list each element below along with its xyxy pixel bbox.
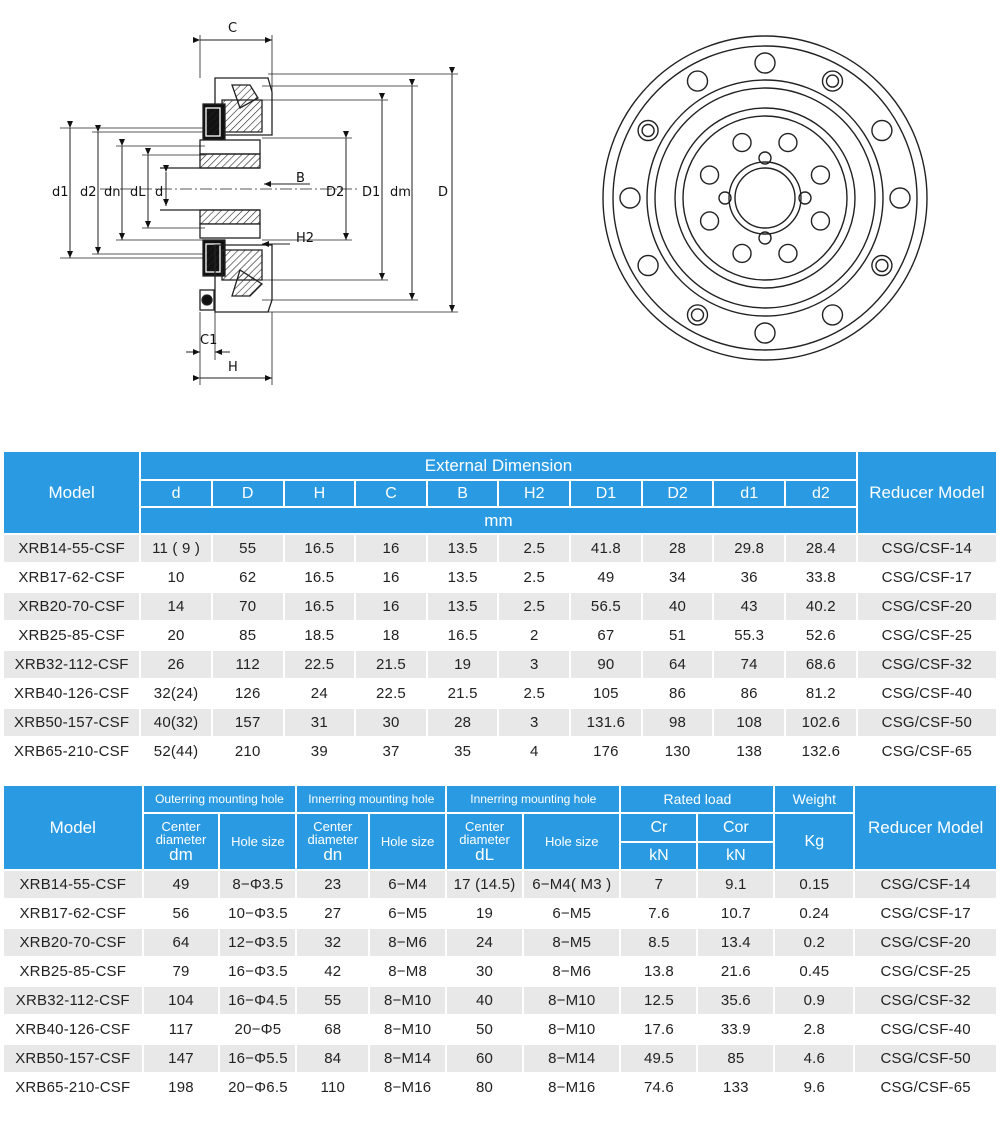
cell-dm: 64 <box>144 929 219 956</box>
outer-mounting-hole <box>638 256 658 276</box>
cell-ohole: 10−Φ3.5 <box>220 900 295 927</box>
label-C1: C1 <box>200 333 218 348</box>
inner-mounting-hole <box>779 244 797 262</box>
cell-cr: 7 <box>621 871 696 898</box>
cell-model: XRB32-112-CSF <box>4 987 142 1014</box>
table-row <box>4 535 996 562</box>
reducer-model-header-2: Reducer Model <box>855 786 996 869</box>
cell-dm: 198 <box>144 1074 219 1101</box>
weight-header: Weight <box>775 786 853 812</box>
column-header-d2: D2 <box>643 481 713 506</box>
cell-d2: 98 <box>643 709 713 736</box>
cell-cor: 133 <box>698 1074 773 1101</box>
dm-center-diameter-header <box>144 814 219 869</box>
cell-cor: 13.4 <box>698 929 773 956</box>
cell-d: 14 <box>141 593 211 620</box>
cell-reducer: CSG/CSF-17 <box>858 564 996 591</box>
table-row <box>4 593 996 620</box>
center-diameter-label: Center diameter <box>459 819 510 847</box>
cell-cr: 7.6 <box>621 900 696 927</box>
cell-d2: 86 <box>643 680 713 707</box>
label-d2: d2 <box>80 185 97 200</box>
label-H2: H2 <box>296 231 315 246</box>
column-header-d2: d2 <box>786 481 856 506</box>
table-row <box>4 958 996 985</box>
inner-mounting-hole <box>733 244 751 262</box>
kg-header: Kg <box>775 814 853 869</box>
cell-cor: 33.9 <box>698 1016 773 1043</box>
cell-h: 16.5 <box>285 593 355 620</box>
inner-hole-size-header: Hole size <box>370 814 445 869</box>
cell-reducer: CSG/CSF-50 <box>855 1045 996 1072</box>
cross-section-drawing <box>60 35 458 385</box>
cell-dn: 32 <box>297 929 368 956</box>
center-diameter-label: Center diameter <box>307 819 359 847</box>
cell-ohole: 8−Φ3.5 <box>220 871 295 898</box>
cell-dn: 23 <box>297 871 368 898</box>
cell-weight: 9.6 <box>775 1074 853 1101</box>
cell-ihole: 8−M8 <box>370 958 445 985</box>
cell-model: XRB20-70-CSF <box>4 929 142 956</box>
cr-header: Cr <box>621 814 696 841</box>
cell-b: 13.5 <box>428 564 498 591</box>
cell-h: 39 <box>285 738 355 765</box>
cell-c: 22.5 <box>356 680 426 707</box>
cell-reducer: CSG/CSF-40 <box>855 1016 996 1043</box>
cell-dl: 50 <box>447 1016 522 1043</box>
cell-dl: 24 <box>447 929 522 956</box>
cell-dm: 147 <box>144 1045 219 1072</box>
cell-dn: 84 <box>297 1045 368 1072</box>
cell-d1: 55.3 <box>714 622 784 649</box>
cell-c: 16 <box>356 564 426 591</box>
cell-d1: 67 <box>571 622 641 649</box>
cell-d1: 108 <box>714 709 784 736</box>
label-d: d <box>155 185 164 200</box>
cell-model: XRB14-55-CSF <box>4 535 139 562</box>
table-row <box>4 564 996 591</box>
cell-d2: 33.8 <box>786 564 856 591</box>
table-row <box>4 987 996 1014</box>
rated-load-header: Rated load <box>621 786 773 812</box>
cell-cor: 10.7 <box>698 900 773 927</box>
cell-model: XRB65-210-CSF <box>4 738 139 765</box>
cell-cr: 49.5 <box>621 1045 696 1072</box>
outerring-header: Outerring mounting hole <box>144 786 296 812</box>
cell-h: 18.5 <box>285 622 355 649</box>
outer-hole-size-header: Hole size <box>220 814 295 869</box>
cell-cr: 74.6 <box>621 1074 696 1101</box>
cell-d: 157 <box>213 709 283 736</box>
cell-reducer: CSG/CSF-25 <box>858 622 996 649</box>
cell-c: 18 <box>356 622 426 649</box>
cell-model: XRB65-210-CSF <box>4 1074 142 1101</box>
outer-mounting-hole <box>755 323 775 343</box>
cell-d2: 102.6 <box>786 709 856 736</box>
cell-dl: 80 <box>447 1074 522 1101</box>
cell-h2: 2.5 <box>499 593 569 620</box>
cell-ihole: 8−M14 <box>370 1045 445 1072</box>
cell-b: 16.5 <box>428 622 498 649</box>
outer-mounting-hole-inner <box>692 309 704 321</box>
cell-weight: 0.9 <box>775 987 853 1014</box>
outer-mounting-hole <box>688 305 708 325</box>
cell-dn: 110 <box>297 1074 368 1101</box>
cell-reducer: CSG/CSF-50 <box>858 709 996 736</box>
cell-reducer: CSG/CSF-20 <box>858 593 996 620</box>
cell-b: 13.5 <box>428 535 498 562</box>
cell-d1: 90 <box>571 651 641 678</box>
column-header-h2: H2 <box>499 481 569 506</box>
cell-reducer: CSG/CSF-25 <box>855 958 996 985</box>
outer-mounting-hole <box>872 256 892 276</box>
cell-ihole: 6−M5 <box>370 900 445 927</box>
cell-reducer: CSG/CSF-20 <box>855 929 996 956</box>
label-B: B <box>296 171 305 186</box>
outer-mounting-hole <box>823 305 843 325</box>
external-dimension-table <box>2 450 998 767</box>
cell-model: XRB25-85-CSF <box>4 622 139 649</box>
table-row <box>4 871 996 898</box>
dl-unit: dL <box>475 845 495 864</box>
cell-h2: 2.5 <box>499 535 569 562</box>
cell-d: 85 <box>213 622 283 649</box>
outer-mounting-hole <box>890 188 910 208</box>
cell-d2: 40 <box>643 593 713 620</box>
cell-d: 62 <box>213 564 283 591</box>
cell-d: 210 <box>213 738 283 765</box>
table-row <box>4 929 996 956</box>
cell-dm: 104 <box>144 987 219 1014</box>
cell-weight: 4.6 <box>775 1045 853 1072</box>
cell-dn: 42 <box>297 958 368 985</box>
cell-d: 20 <box>141 622 211 649</box>
inner-mounting-hole <box>733 134 751 152</box>
column-header-b: B <box>428 481 498 506</box>
cell-d1: 49 <box>571 564 641 591</box>
dn-center-diameter-header <box>297 814 368 869</box>
cell-d1: 138 <box>714 738 784 765</box>
cell-ihole: 8−M16 <box>370 1074 445 1101</box>
cell-d1: 56.5 <box>571 593 641 620</box>
model-header-2: Model <box>4 786 142 869</box>
cell-ohole: 20−Φ5 <box>220 1016 295 1043</box>
cell-dl: 30 <box>447 958 522 985</box>
center-diameter-label: Center diameter <box>155 819 207 847</box>
cell-weight: 0.24 <box>775 900 853 927</box>
cell-d1: 176 <box>571 738 641 765</box>
outer-mounting-hole <box>823 71 843 91</box>
cell-d: 55 <box>213 535 283 562</box>
cor-header: Cor <box>698 814 773 841</box>
model-header: Model <box>4 452 139 533</box>
innerring-header-1: Innerring mounting hole <box>297 786 445 812</box>
cell-dl: 60 <box>447 1045 522 1072</box>
dm-unit: dm <box>169 845 193 864</box>
label-dn: dn <box>104 185 121 200</box>
cell-d2: 40.2 <box>786 593 856 620</box>
cell-d2: 28 <box>643 535 713 562</box>
cell-b: 28 <box>428 709 498 736</box>
cell-cor: 85 <box>698 1045 773 1072</box>
cell-weight: 0.15 <box>775 871 853 898</box>
cell-model: XRB50-157-CSF <box>4 1045 142 1072</box>
outer-mounting-hole <box>688 71 708 91</box>
reducer-model-header: Reducer Model <box>858 452 996 533</box>
cell-c: 37 <box>356 738 426 765</box>
outer-mounting-hole <box>638 121 658 141</box>
cell-cr: 13.8 <box>621 958 696 985</box>
cell-d2: 81.2 <box>786 680 856 707</box>
cell-dm: 49 <box>144 871 219 898</box>
column-header-d1: d1 <box>714 481 784 506</box>
cell-cor: 21.6 <box>698 958 773 985</box>
cell-ihole2: 8−M6 <box>524 958 619 985</box>
cell-d2: 52.6 <box>786 622 856 649</box>
cell-b: 35 <box>428 738 498 765</box>
column-header-c: C <box>356 481 426 506</box>
cell-d1: 105 <box>571 680 641 707</box>
cell-h: 24 <box>285 680 355 707</box>
cell-reducer: CSG/CSF-65 <box>858 738 996 765</box>
table-row <box>4 1016 996 1043</box>
label-D1: D1 <box>362 185 381 200</box>
cell-dm: 56 <box>144 900 219 927</box>
cell-cr: 12.5 <box>621 987 696 1014</box>
column-header-d: d <box>141 481 211 506</box>
column-header-d: D <box>213 481 283 506</box>
cell-dn: 68 <box>297 1016 368 1043</box>
column-header-d1: D1 <box>571 481 641 506</box>
cell-cor: 35.6 <box>698 987 773 1014</box>
cell-h2: 2 <box>499 622 569 649</box>
cell-d1: 43 <box>714 593 784 620</box>
cell-reducer: CSG/CSF-14 <box>858 535 996 562</box>
cell-h: 22.5 <box>285 651 355 678</box>
cell-model: XRB17-62-CSF <box>4 900 142 927</box>
cell-c: 21.5 <box>356 651 426 678</box>
cell-h: 16.5 <box>285 535 355 562</box>
cell-d2: 51 <box>643 622 713 649</box>
cell-model: XRB14-55-CSF <box>4 871 142 898</box>
column-header-h: H <box>285 481 355 506</box>
cell-h2: 3 <box>499 709 569 736</box>
cell-dm: 117 <box>144 1016 219 1043</box>
cell-cor: 9.1 <box>698 871 773 898</box>
inner-hole-size-header-2: Hole size <box>524 814 619 869</box>
cell-weight: 2.8 <box>775 1016 853 1043</box>
inner-mounting-hole <box>811 212 829 230</box>
front-view-drawing <box>603 36 927 360</box>
label-dm: dm <box>390 185 411 200</box>
cell-h2: 2.5 <box>499 564 569 591</box>
inner-mounting-hole <box>811 166 829 184</box>
cell-model: XRB25-85-CSF <box>4 958 142 985</box>
cell-dl: 40 <box>447 987 522 1014</box>
table-row <box>4 709 996 736</box>
table-row <box>4 738 996 765</box>
cell-ihole2: 8−M16 <box>524 1074 619 1101</box>
inner-mounting-hole <box>701 166 719 184</box>
cell-d: 70 <box>213 593 283 620</box>
cell-cr: 8.5 <box>621 929 696 956</box>
cell-d1: 86 <box>714 680 784 707</box>
label-dL: dL <box>130 185 146 200</box>
inner-mounting-hole <box>779 134 797 152</box>
cell-ihole2: 6−M4( M3 ) <box>524 871 619 898</box>
cell-d: 26 <box>141 651 211 678</box>
cell-d1: 41.8 <box>571 535 641 562</box>
cell-d2: 130 <box>643 738 713 765</box>
cell-model: XRB40-126-CSF <box>4 1016 142 1043</box>
cell-d: 126 <box>213 680 283 707</box>
cell-d: 11 ( 9 ) <box>141 535 211 562</box>
cell-dn: 27 <box>297 900 368 927</box>
outer-mounting-hole-inner <box>876 260 888 272</box>
table-row <box>4 651 996 678</box>
cell-model: XRB50-157-CSF <box>4 709 139 736</box>
cell-h2: 4 <box>499 738 569 765</box>
cell-dl: 17 (14.5) <box>447 871 522 898</box>
outer-mounting-hole-inner <box>827 75 839 87</box>
cell-d2: 64 <box>643 651 713 678</box>
table-row <box>4 1074 996 1101</box>
cell-reducer: CSG/CSF-32 <box>858 651 996 678</box>
cell-ihole2: 8−M10 <box>524 987 619 1014</box>
cell-ohole: 16−Φ3.5 <box>220 958 295 985</box>
cell-reducer: CSG/CSF-40 <box>858 680 996 707</box>
cell-reducer: CSG/CSF-14 <box>855 871 996 898</box>
mounting-hole-table <box>2 784 998 1103</box>
cell-ihole: 6−M4 <box>370 871 445 898</box>
label-D: D <box>438 185 449 200</box>
cell-ohole: 16−Φ4.5 <box>220 987 295 1014</box>
cell-d1: 74 <box>714 651 784 678</box>
label-C: C <box>228 21 238 36</box>
outer-mounting-hole <box>872 121 892 141</box>
cr-unit-header: kN <box>621 843 696 869</box>
outer-mounting-hole-inner <box>642 125 654 137</box>
cell-d2: 34 <box>643 564 713 591</box>
table-row <box>4 622 996 649</box>
cell-model: XRB32-112-CSF <box>4 651 139 678</box>
cell-model: XRB17-62-CSF <box>4 564 139 591</box>
cell-d: 40(32) <box>141 709 211 736</box>
cor-unit-header: kN <box>698 843 773 869</box>
outer-mounting-hole <box>755 53 775 73</box>
cell-ohole: 16−Φ5.5 <box>220 1045 295 1072</box>
cell-c: 16 <box>356 593 426 620</box>
inner-mounting-hole <box>701 212 719 230</box>
cell-dn: 55 <box>297 987 368 1014</box>
cell-weight: 0.2 <box>775 929 853 956</box>
cell-d: 32(24) <box>141 680 211 707</box>
cell-d1: 36 <box>714 564 784 591</box>
innerring-header-2: Innerring mounting hole <box>447 786 619 812</box>
label-D2: D2 <box>326 185 345 200</box>
cell-d: 52(44) <box>141 738 211 765</box>
cell-h2: 3 <box>499 651 569 678</box>
cell-dl: 19 <box>447 900 522 927</box>
cell-d2: 28.4 <box>786 535 856 562</box>
cell-c: 30 <box>356 709 426 736</box>
cell-model: XRB40-126-CSF <box>4 680 139 707</box>
cell-ihole: 8−M6 <box>370 929 445 956</box>
cell-b: 19 <box>428 651 498 678</box>
cell-ihole2: 8−M10 <box>524 1016 619 1043</box>
table-row <box>4 900 996 927</box>
table-row <box>4 680 996 707</box>
cell-cr: 17.6 <box>621 1016 696 1043</box>
cell-model: XRB20-70-CSF <box>4 593 139 620</box>
cell-d: 10 <box>141 564 211 591</box>
cell-d: 112 <box>213 651 283 678</box>
label-H: H <box>228 360 238 375</box>
cell-b: 21.5 <box>428 680 498 707</box>
cell-ihole2: 8−M14 <box>524 1045 619 1072</box>
cell-ihole2: 6−M5 <box>524 900 619 927</box>
technical-drawings <box>0 0 1000 440</box>
label-d1: d1 <box>52 185 69 200</box>
cell-d1: 29.8 <box>714 535 784 562</box>
table-row <box>4 1045 996 1072</box>
unit-header: mm <box>141 508 855 533</box>
cell-ihole: 8−M10 <box>370 1016 445 1043</box>
cell-ohole: 20−Φ6.5 <box>220 1074 295 1101</box>
cell-h2: 2.5 <box>499 680 569 707</box>
cell-reducer: CSG/CSF-17 <box>855 900 996 927</box>
cell-reducer: CSG/CSF-32 <box>855 987 996 1014</box>
dl-center-diameter-header <box>447 814 522 869</box>
external-dimension-header: External Dimension <box>141 452 855 479</box>
cell-h: 31 <box>285 709 355 736</box>
cell-ihole2: 8−M5 <box>524 929 619 956</box>
cell-dm: 79 <box>144 958 219 985</box>
dn-unit: dn <box>323 845 343 864</box>
cell-b: 13.5 <box>428 593 498 620</box>
cell-h: 16.5 <box>285 564 355 591</box>
outer-mounting-hole <box>620 188 640 208</box>
cell-d1: 131.6 <box>571 709 641 736</box>
cell-ohole: 12−Φ3.5 <box>220 929 295 956</box>
cell-reducer: CSG/CSF-65 <box>855 1074 996 1101</box>
cell-weight: 0.45 <box>775 958 853 985</box>
cell-ihole: 8−M10 <box>370 987 445 1014</box>
cell-d2: 132.6 <box>786 738 856 765</box>
cell-d2: 68.6 <box>786 651 856 678</box>
cell-c: 16 <box>356 535 426 562</box>
